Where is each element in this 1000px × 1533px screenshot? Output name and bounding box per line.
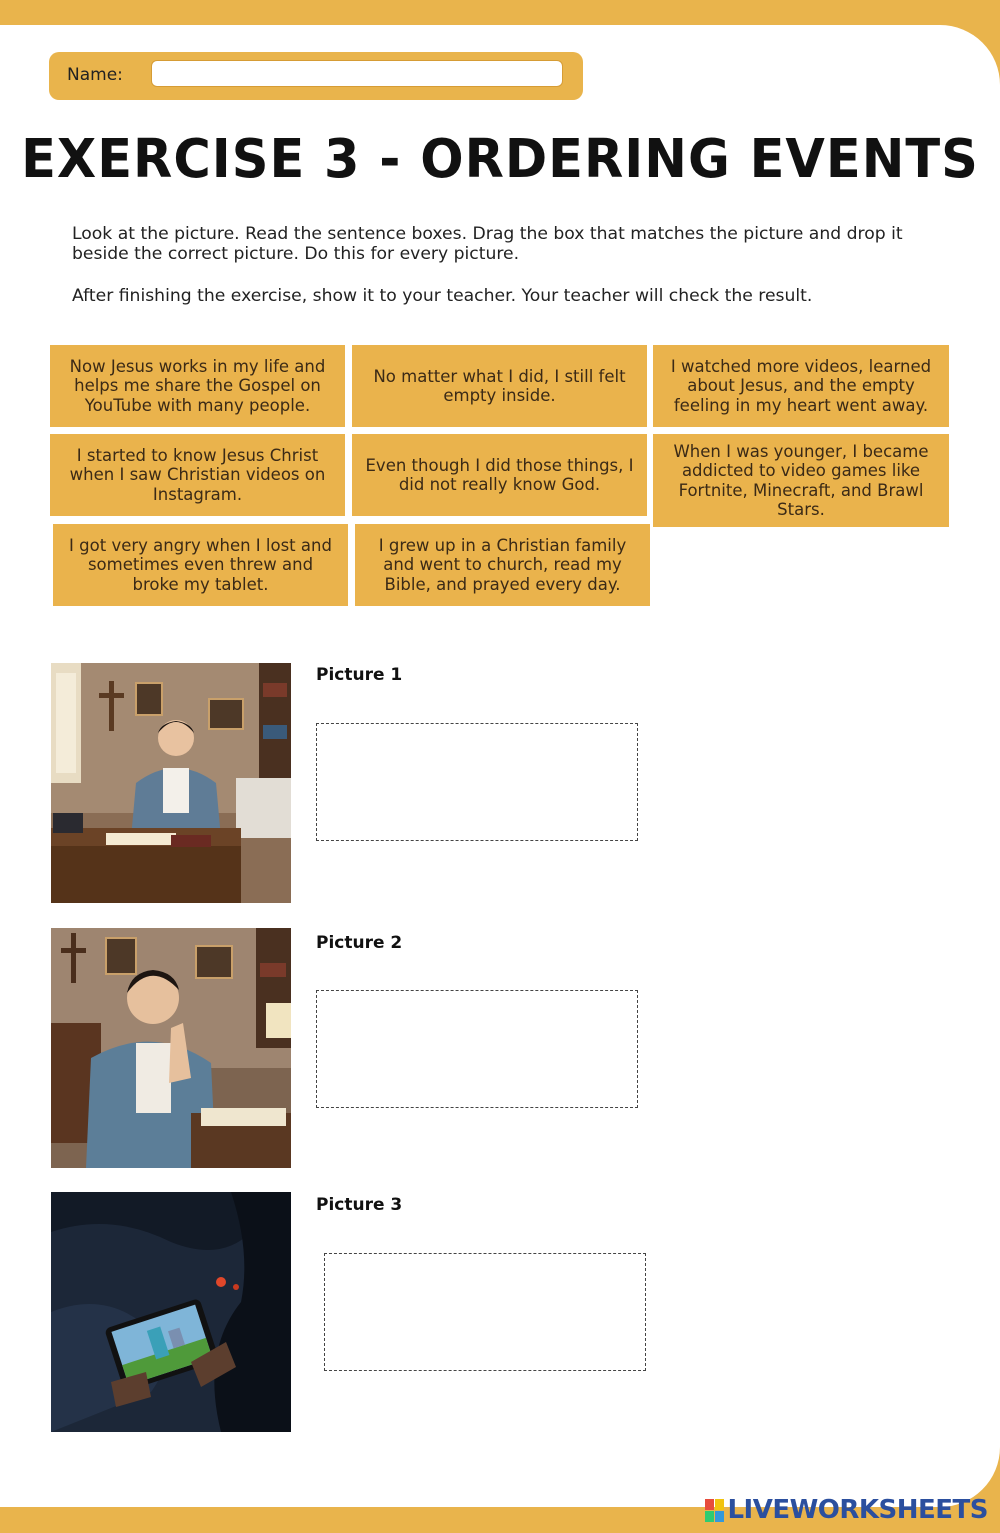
sentence-card[interactable]: When I was younger, I became addicted to video games like Fortnite, Minecraft, and Brawl Stars. [653,434,949,527]
boy-playing-tablet-image [51,1192,291,1432]
picture-label: Picture 1 [316,665,403,685]
brand-name: LIVEWORKSHEETS [727,1495,988,1525]
name-label: Name: [67,65,123,85]
sentence-card[interactable]: I watched more videos, learned about Jesus, and the empty feeling in my heart went away. [653,345,949,427]
instruction-text: Look at the picture. Read the sentence boxes. Drag the box that matches the picture and drop it beside the correct picture. Do this for every picture. [72,224,903,264]
boy-studying-bible-image [51,663,291,903]
boy-praying-image [51,928,291,1168]
logo-blocks-icon [705,1499,724,1522]
page-title: EXERCISE 3 - ORDERING EVENTS [21,128,979,191]
name-bar [49,52,583,100]
sentence-card[interactable]: No matter what I did, I still felt empty inside. [352,345,647,427]
drop-zone[interactable] [316,990,638,1108]
sentence-card[interactable]: I started to know Jesus Christ when I saw Christian videos on Instagram. [50,434,345,516]
sentence-card[interactable]: Even though I did those things, I did not really know God. [352,434,647,516]
liveworksheets-logo [705,1495,988,1525]
picture-label: Picture 2 [316,933,403,953]
drop-zone[interactable] [324,1253,646,1371]
instruction-text-2: After finishing the exercise, show it to your teacher. Your teacher will check the result. [72,286,813,306]
sentence-card[interactable]: Now Jesus works in my life and helps me share the Gospel on YouTube with many people. [50,345,345,427]
name-input[interactable] [151,60,563,87]
sentence-card[interactable]: I grew up in a Christian family and went to church, read my Bible, and prayed every day. [355,524,650,606]
sentence-card[interactable]: I got very angry when I lost and sometimes even threw and broke my tablet. [53,524,348,606]
drop-zone[interactable] [316,723,638,841]
picture-label: Picture 3 [316,1195,403,1215]
